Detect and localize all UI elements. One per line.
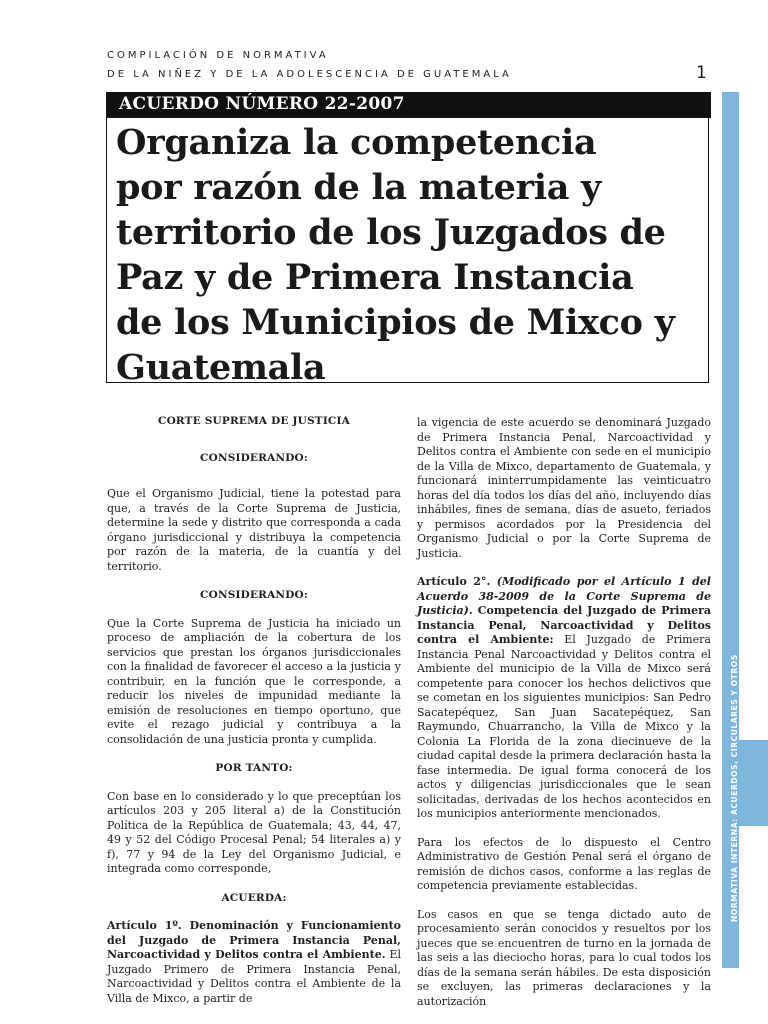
acuerdo-number-label: ACUERDO NÚMERO 22-2007: [119, 94, 405, 114]
article-1-heading: Artículo 1º. Denominación y Funcionamiento del Juzgado de Primera Instancia Penal, Narcoactividad y Delitos contra el Ambiente.: [107, 919, 401, 961]
considerando-paragraph: Que el Organismo Judicial, tiene la potestad para que, a través de la Corte Suprema de Justicia, determine la sede y distrito que corresponda a cada órgano jurisdiccional y distribuya la competencia por razón de la materia, de la cuantía y del territorio.: [107, 487, 401, 573]
title-line: Organiza la competencia: [116, 122, 597, 163]
por-tanto-paragraph: Con base en lo considerado y lo que preceptúan los artículos 203 y 205 literal a) de la Constitución Política de la República de Guatemala; 43, 44, 47, 49 y 52 del Código Procesal Penal; 54 literales a) y f), 77 y 94 de la Ley del Organismo Judicial, e integrada como corresponde,: [107, 789, 401, 875]
article-2-modification-note: (Modificado por el Artículo 1 del Acuerdo 38-2009 de la Corte Suprema de Justicia).: [417, 575, 711, 617]
article-2-cases-paragraph: Los casos en que se tenga dictado auto de procesamiento serán conocidos y resueltos por los jueces que se encuentren de turno en la jornada de las seis a las dieciocho horas, para lo cual todos los días de la semana serán hábiles. De esta disposición se excluyen, las primeras declaraciones y la autorización: [417, 907, 711, 1008]
article-1-paragraph: [107, 919, 401, 1006]
heading-corte-suprema: CORTE SUPREMA DE JUSTICIA: [158, 415, 350, 427]
document-title-box: [106, 118, 709, 388]
acuerdo-number-bar: [106, 92, 711, 118]
header-subtitle-line: DE LA NIÑEZ Y DE LA ADOLESCENCIA DE GUATEMALA: [107, 69, 512, 80]
title-line: Paz y de Primera Instancia: [116, 257, 634, 298]
heading-considerando: CONSIDERANDO:: [200, 451, 308, 464]
article-2-paragraph: [417, 575, 711, 822]
title-line: Guatemala: [116, 347, 326, 388]
article-2-heading: Competencia del Juzgado de Primera Instancia Penal, Narcoactividad y Delitos contra el Ambiente:: [417, 604, 711, 646]
side-section-marker: [739, 740, 768, 826]
left-column: [107, 414, 401, 1020]
side-section-label: NORMATIVA INTERNA: ACUERDOS, CIRCULARES Y OTROS: [730, 654, 739, 922]
title-line: territorio de los Juzgados de: [116, 212, 666, 253]
article-2-effects-paragraph: Para los efectos de lo dispuesto el Centro Administrativo de Gestión Penal será el órgano de remisión de dichos casos, conforme a las reglas de competencia previamente establecidas.: [417, 835, 711, 892]
article-1-continuation: la vigencia de este acuerdo se denominará Juzgado de Primera Instancia Penal, Narcoactividad y Delitos contra el Ambiente con sede en el municipio de la Villa de Mixco, departamento de Guatemala, y funcionará ininterrumpidamente las veinticuatro horas del día todos los días del año, incluyendo días inhábiles, fines de semana, días de asueto, feriados y permisos acordados por la Presidencia del Organismo Judicial o por la Corte Suprema de Justicia.: [417, 416, 711, 560]
title-line: por razón de la materia y: [116, 167, 602, 208]
heading-considerando: CONSIDERANDO:: [200, 589, 308, 601]
right-column: [417, 416, 711, 1023]
heading-acuerda: ACUERDA:: [221, 891, 287, 904]
heading-por-tanto: POR TANTO:: [215, 762, 293, 774]
page-number: 1: [696, 63, 707, 83]
title-line: de los Municipios de Mixco y: [116, 302, 675, 343]
document-title: [116, 120, 706, 390]
header-compilation-line: COMPILACIÓN DE NORMATIVA: [107, 50, 329, 61]
article-2-number: Artículo 2°.: [417, 575, 491, 588]
article-1-text: El Juzgado Primero de Primera Instancia Penal, Narcoactividad y Delitos contra el Ambiente de la Villa de Mixco, a partir de: [107, 948, 402, 1005]
article-2-text: El Juzgado de Primera Instancia Penal Narcoactividad y Delitos contra el Ambiente del municipio de la Villa de Mixco será competente para conocer los hechos delictivos que se cometan en los siguientes municipios: San Pedro Sacatepéquez, San Juan Sacatepéquez, San Raymundo, Chuarrancho, la Villa de Mixco y la Colonia La Florida de la zona diecinueve de la ciudad capital desde la primera declaración hasta la fase intermedia. De igual forma conocerá de los actos y diligencias jurisdiccionales que le sean solicitadas, derivadas de los hechos acontecidos en los municipios anteriormente mencionados.: [417, 633, 711, 820]
considerando-paragraph: Que la Corte Suprema de Justicia ha iniciado un proceso de ampliación de la cobertura de los servicios que prestan los órganos jurisdiccionales con la finalidad de favorecer el acceso a la justicia y contribuir, en la función que le corresponde, a reducir los niveles de impunidad mediante la emisión de resoluciones en tiempo oportuno, que evite el rezago judicial y contribuya a la consolidación de una justicia pronta y cumplida.: [107, 616, 401, 746]
